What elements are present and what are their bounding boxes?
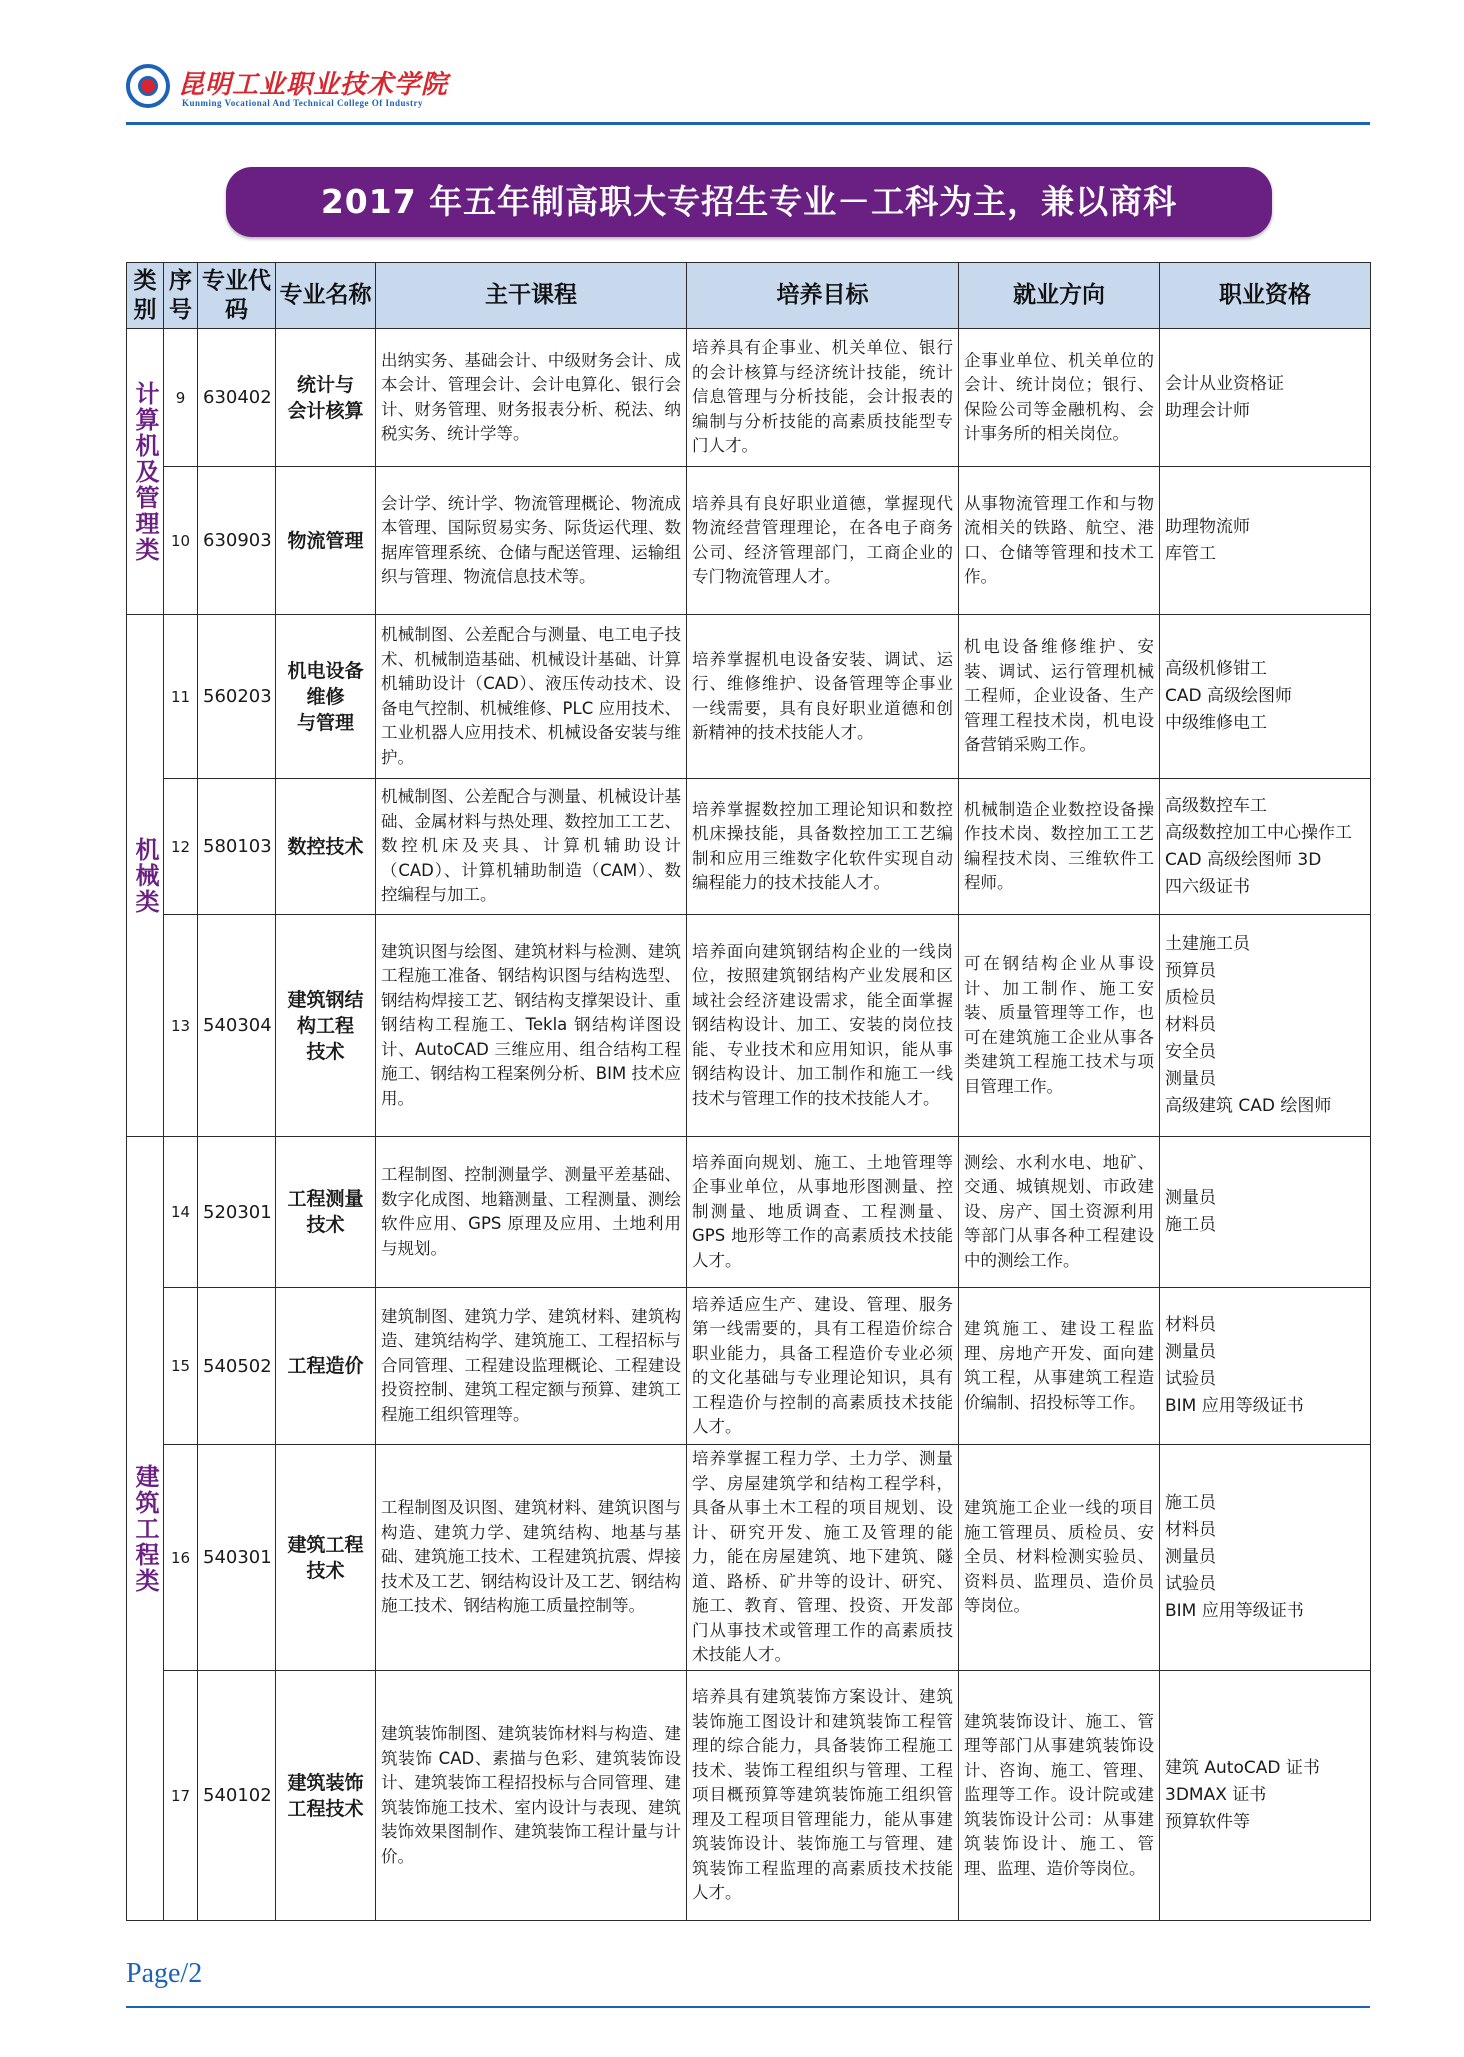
- courses-cell: 机械制图、公差配合与测量、机械设计基础、金属材料与热处理、数控加工工艺、数控机床及夹具、计算机辅助设计（CAD）、计算机辅助制造（CAM）、数控编程与加工。: [376, 779, 687, 915]
- goal-cell: 培养具有良好职业道德，掌握现代物流经营管理理论，在各电子商务公司、经济管理部门，工商企业的专门物流管理人才。: [687, 467, 959, 615]
- qualification-cell: 土建施工员 预算员 质检员 材料员 安全员 测量员 高级建筑 CAD 绘图师: [1160, 915, 1371, 1137]
- code-cell: 580103: [198, 779, 276, 915]
- goal-cell: 培养面向规划、施工、土地管理等企事业单位，从事地形图测量、控制测量、地质调查、工程测量、GPS 地形等工作的高素质技术技能人才。: [687, 1137, 959, 1288]
- qualification-cell: 高级数控车工 高级数控加工中心操作工 CAD 高级绘图师 3D 四六级证书: [1160, 779, 1371, 915]
- major-name-cell: 工程造价: [276, 1288, 376, 1445]
- courses-cell: 工程制图、控制测量学、测量平差基础、数字化成图、地籍测量、工程测量、测绘软件应用、GPS 原理及应用、土地利用与规划。: [376, 1137, 687, 1288]
- major-name-cell: 工程测量 技术: [276, 1137, 376, 1288]
- seq-cell: 15: [164, 1288, 198, 1445]
- career-cell: 企事业单位、机关单位的会计、统计岗位；银行、保险公司等金融机构、会计事务所的相关岗位。: [959, 329, 1160, 467]
- qualification-cell: 材料员 测量员 试验员 BIM 应用等级证书: [1160, 1288, 1371, 1445]
- footer-divider: [126, 2006, 1370, 2008]
- col-header-category: 类别: [127, 263, 164, 329]
- qualification-cell: 高级机修钳工 CAD 高级绘图师 中级维修电工: [1160, 615, 1371, 779]
- goal-cell: 培养具有建筑装饰方案设计、建筑装饰施工图设计和建筑装饰工程管理的综合能力，具备装饰工程施工技术、装饰工程组织与管理、工程项目概预算等建筑装饰施工组织管理及工程项目管理能力，能从事建筑装饰设计、装饰施工与管理、建筑装饰工程监理的高素质技术技能人才。: [687, 1671, 959, 1921]
- col-header-qualification: 职业资格: [1160, 263, 1371, 329]
- seq-cell: 11: [164, 615, 198, 779]
- career-cell: 可在钢结构企业从事设计、加工制作、施工安装、质量管理等工作，也可在建筑施工企业从事各类建筑工程施工技术与项目管理工作。: [959, 915, 1160, 1137]
- career-cell: 机电设备维修维护、安装、调试、运行管理机械工程师，企业设备、生产管理工程技术岗，机电设备营销采购工作。: [959, 615, 1160, 779]
- code-cell: 540502: [198, 1288, 276, 1445]
- table-row: [127, 467, 1371, 615]
- major-name-cell: 机电设备 维修 与管理: [276, 615, 376, 779]
- career-cell: 建筑施工企业一线的项目施工管理员、质检员、安全员、材料检测实验员、资料员、监理员、造价员等岗位。: [959, 1445, 1160, 1671]
- goal-cell: 培养适应生产、建设、管理、服务第一线需要的，具有工程造价综合职业能力，具备工程造价专业必须的文化基础与专业理论知识，具有工程造价与控制的高素质技术技能人才。: [687, 1288, 959, 1445]
- career-cell: 测绘、水利水电、地矿、交通、城镇规划、市政建设、房产、国土资源利用等部门从事各种工程建设中的测绘工作。: [959, 1137, 1160, 1288]
- header-divider: [126, 122, 1370, 125]
- category-cell: 计算机及管理类: [127, 329, 164, 615]
- goal-cell: 培养掌握工程力学、土力学、测量学、房屋建筑学和结构工程学科，具备从事土木工程的项目规划、设计、研究开发、施工及管理的能力，能在房屋建筑、地下建筑、隧道、路桥、矿井等的设计、研究、施工、教育、管理、投资、开发部门从事技术或管理工作的高素质技术技能人才。: [687, 1445, 959, 1671]
- qualification-cell: 建筑 AutoCAD 证书 3DMAX 证书 预算软件等: [1160, 1671, 1371, 1921]
- code-cell: 540304: [198, 915, 276, 1137]
- category-cell: 机械类: [127, 615, 164, 1137]
- col-header-name: 专业名称: [276, 263, 376, 329]
- major-name-cell: 建筑装饰 工程技术: [276, 1671, 376, 1921]
- seq-cell: 12: [164, 779, 198, 915]
- goal-cell: 培养面向建筑钢结构企业的一线岗位，按照建筑钢结构产业发展和区域社会经济建设需求，能全面掌握钢结构设计、加工、安装的岗位技能、专业技术和应用知识，能从事钢结构设计、加工制作和施工一线技术与管理工作的技术技能人才。: [687, 915, 959, 1137]
- career-cell: 建筑施工、建设工程监理、房地产开发、面向建筑工程，从事建筑工程造价编制、招投标等工作。: [959, 1288, 1160, 1445]
- career-cell: 建筑装饰设计、施工、管理等部门从事建筑装饰设计、咨询、施工、管理、监理等工作。设计院或建筑装饰设计公司：从事建筑装饰设计、施工、管理、监理、造价等岗位。: [959, 1671, 1160, 1921]
- seq-cell: 10: [164, 467, 198, 615]
- major-name-cell: 统计与 会计核算: [276, 329, 376, 467]
- code-cell: 630402: [198, 329, 276, 467]
- major-name-cell: 物流管理: [276, 467, 376, 615]
- seq-cell: 13: [164, 915, 198, 1137]
- school-name-cn: 昆明工业职业技术学院: [178, 70, 449, 100]
- page-number: Page/2: [126, 1958, 203, 1989]
- courses-cell: 建筑装饰制图、建筑装饰材料与构造、建筑装饰 CAD、素描与色彩、建筑装饰设计、建筑装饰工程招投标与合同管理、建筑装饰施工技术、室内设计与表现、建筑装饰效果图制作、建筑装饰工程计量与计价。: [376, 1671, 687, 1921]
- table-row: [127, 1288, 1371, 1445]
- courses-cell: 工程制图及识图、建筑材料、建筑识图与构造、建筑力学、建筑结构、地基与基础、建筑施工技术、工程建筑抗震、焊接技术及工艺、钢结构设计及工艺、钢结构施工技术、钢结构施工质量控制等。: [376, 1445, 687, 1671]
- career-cell: 机械制造企业数控设备操作技术岗、数控加工工艺编程技术岗、三维软件工程师。: [959, 779, 1160, 915]
- code-cell: 540301: [198, 1445, 276, 1671]
- col-header-courses: 主干课程: [376, 263, 687, 329]
- code-cell: 560203: [198, 615, 276, 779]
- col-header-code: 专业代码: [198, 263, 276, 329]
- goal-cell: 培养具有企事业、机关单位、银行的会计核算与经济统计技能，统计信息管理与分析技能，会计报表的编制与分析技能的高素质技能型专门人才。: [687, 329, 959, 467]
- qualification-cell: 助理物流师 库管工: [1160, 467, 1371, 615]
- seq-cell: 16: [164, 1445, 198, 1671]
- page-title-banner: 2017 年五年制高职大专招生专业－工科为主，兼以商科: [226, 167, 1272, 237]
- table-row: [127, 915, 1371, 1137]
- qualification-cell: 会计从业资格证 助理会计师: [1160, 329, 1371, 467]
- col-header-seq: 序号: [164, 263, 198, 329]
- table-header-row: [127, 263, 1371, 329]
- page-header: [126, 58, 1370, 128]
- col-header-goal: 培养目标: [687, 263, 959, 329]
- seq-cell: 14: [164, 1137, 198, 1288]
- table-row: [127, 1671, 1371, 1921]
- majors-table: [126, 262, 1371, 1921]
- col-header-career: 就业方向: [959, 263, 1160, 329]
- courses-cell: 出纳实务、基础会计、中级财务会计、成本会计、管理会计、会计电算化、银行会计、财务管理、财务报表分析、税法、纳税实务、统计学等。: [376, 329, 687, 467]
- major-name-cell: 建筑工程 技术: [276, 1445, 376, 1671]
- courses-cell: 会计学、统计学、物流管理概论、物流成本管理、国际贸易实务、际货运代理、数据库管理系统、仓储与配送管理、运输组织与管理、物流信息技术等。: [376, 467, 687, 615]
- table-row: [127, 779, 1371, 915]
- seq-cell: 17: [164, 1671, 198, 1921]
- goal-cell: 培养掌握机电设备安装、调试、运行、维修维护、设备管理等企事业一线需要，具有良好职业道德和创新精神的技术技能人才。: [687, 615, 959, 779]
- seq-cell: 9: [164, 329, 198, 467]
- table-row: [127, 1445, 1371, 1671]
- school-name-en: Kunming Vocational And Technical College Of Industry: [182, 98, 424, 108]
- table-row: [127, 1137, 1371, 1288]
- code-cell: 540102: [198, 1671, 276, 1921]
- major-name-cell: 建筑钢结 构工程 技术: [276, 915, 376, 1137]
- qualification-cell: 测量员 施工员: [1160, 1137, 1371, 1288]
- table-row: [127, 615, 1371, 779]
- school-logo-icon: [126, 64, 170, 108]
- goal-cell: 培养掌握数控加工理论知识和数控机床操技能，具备数控加工工艺编制和应用三维数字化软件实现自动编程能力的技术技能人才。: [687, 779, 959, 915]
- career-cell: 从事物流管理工作和与物流相关的铁路、航空、港口、仓储等管理和技术工作。: [959, 467, 1160, 615]
- category-cell: 建筑工程类: [127, 1137, 164, 1921]
- code-cell: 630903: [198, 467, 276, 615]
- table-row: [127, 329, 1371, 467]
- courses-cell: 机械制图、公差配合与测量、电工电子技术、机械制造基础、机械设计基础、计算机辅助设计（CAD）、液压传动技术、设备电气控制、机械维修、PLC 应用技术、工业机器人应用技术、机械设备安装与维护。: [376, 615, 687, 779]
- courses-cell: 建筑制图、建筑力学、建筑材料、建筑构造、建筑结构学、建筑施工、工程招标与合同管理、工程建设监理概论、工程建设投资控制、建筑工程定额与预算、建筑工程施工组织管理等。: [376, 1288, 687, 1445]
- courses-cell: 建筑识图与绘图、建筑材料与检测、建筑工程施工准备、钢结构识图与结构选型、钢结构焊接工艺、钢结构支撑架设计、重钢结构工程施工、Tekla 钢结构详图设计、AutoCAD 三维应用、组合结构工程施工、钢结构工程案例分析、BIM 技术应用。: [376, 915, 687, 1137]
- qualification-cell: 施工员 材料员 测量员 试验员 BIM 应用等级证书: [1160, 1445, 1371, 1671]
- code-cell: 520301: [198, 1137, 276, 1288]
- major-name-cell: 数控技术: [276, 779, 376, 915]
